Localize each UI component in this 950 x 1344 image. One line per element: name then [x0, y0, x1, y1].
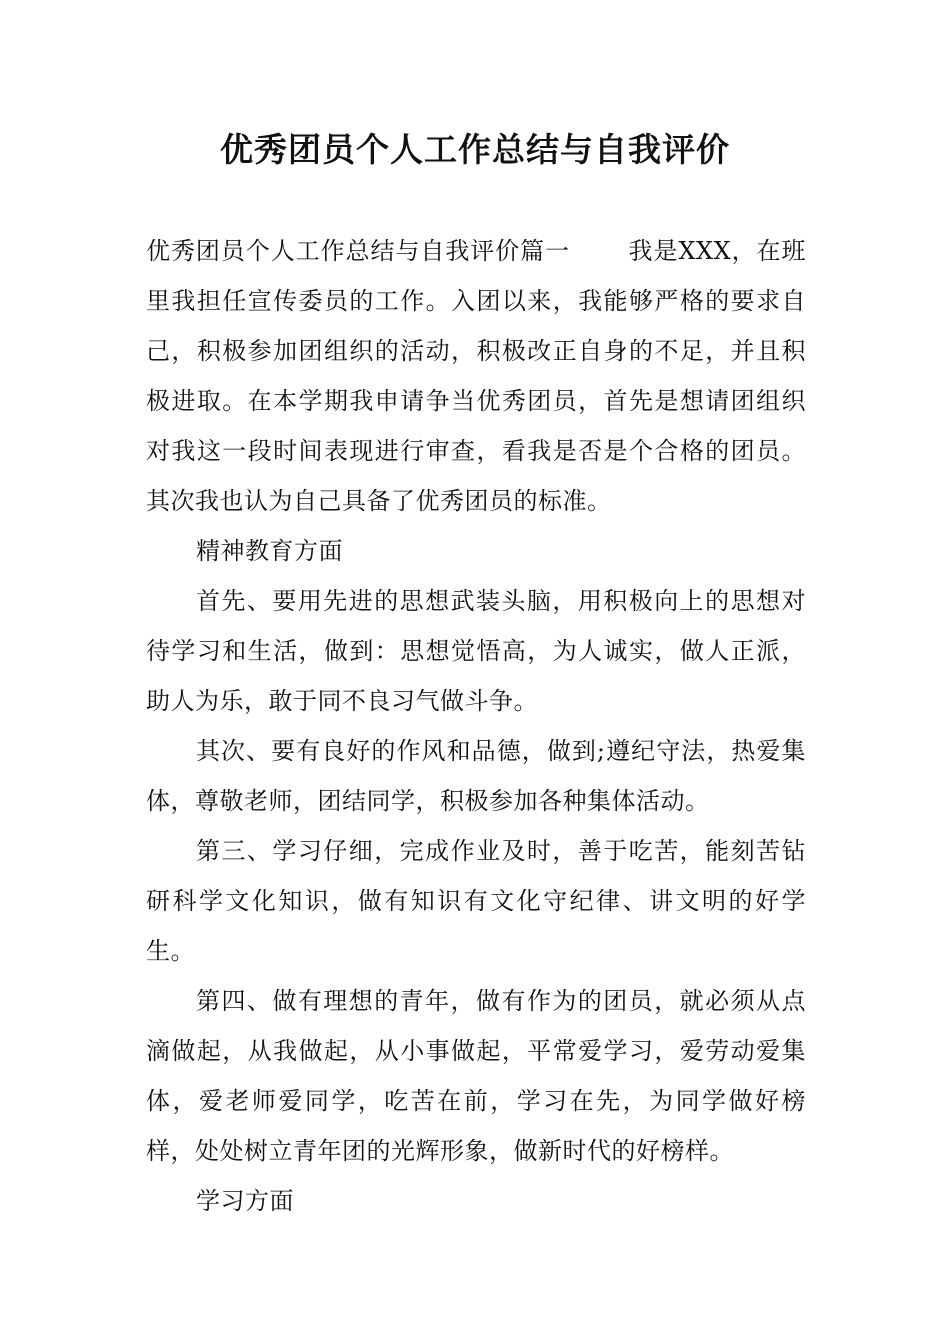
document-body	[146, 226, 806, 1226]
paragraph-second: 其次、要有良好的作风和品德，做到;遵纪守法，热爱集体，尊敬老师，团结同学，积极参加各种集体活动。	[146, 737, 806, 815]
paragraph-third: 第三、学习仔细，完成作业及时，善于吃苦，能刻苦钻研科学文化知识，做有知识有文化守纪律、讲文明的好学生。	[146, 837, 806, 965]
document-title: 优秀团员个人工作总结与自我评价	[220, 130, 730, 169]
intro-text: 我是XXX，在班里我担任宣传委员的工作。入团以来，我能够严格的要求自己，积极参加团组织的活动，积极改正自身的不足，并且积极进取。在本学期我申请争当优秀团员，首先是想请团组织对我这一段时间表现进行审查，看我是否是个合格的团员。其次我也认为自己具备了优秀团员的标准。	[146, 237, 807, 515]
section-heading-spirit: 精神教育方面	[196, 537, 343, 565]
intro-paragraph	[146, 226, 806, 526]
intro-heading: 优秀团员个人工作总结与自我评价篇一	[146, 237, 571, 265]
paragraph-first: 首先、要用先进的思想武装头脑，用积极向上的思想对待学习和生活，做到：思想觉悟高，为人诚实，做人正派，助人为乐，敢于同不良习气做斗争。	[146, 587, 806, 715]
paragraph-fourth: 第四、做有理想的青年，做有作为的团员，就必须从点滴做起，从我做起，从小事做起，平常爱学习，爱劳动爱集体，爱老师爱同学，吃苦在前，学习在先，为同学做好榜样，处处树立青年团的光辉形象，做新时代的好榜样。	[146, 987, 806, 1165]
section-heading-study: 学习方面	[196, 1187, 294, 1215]
